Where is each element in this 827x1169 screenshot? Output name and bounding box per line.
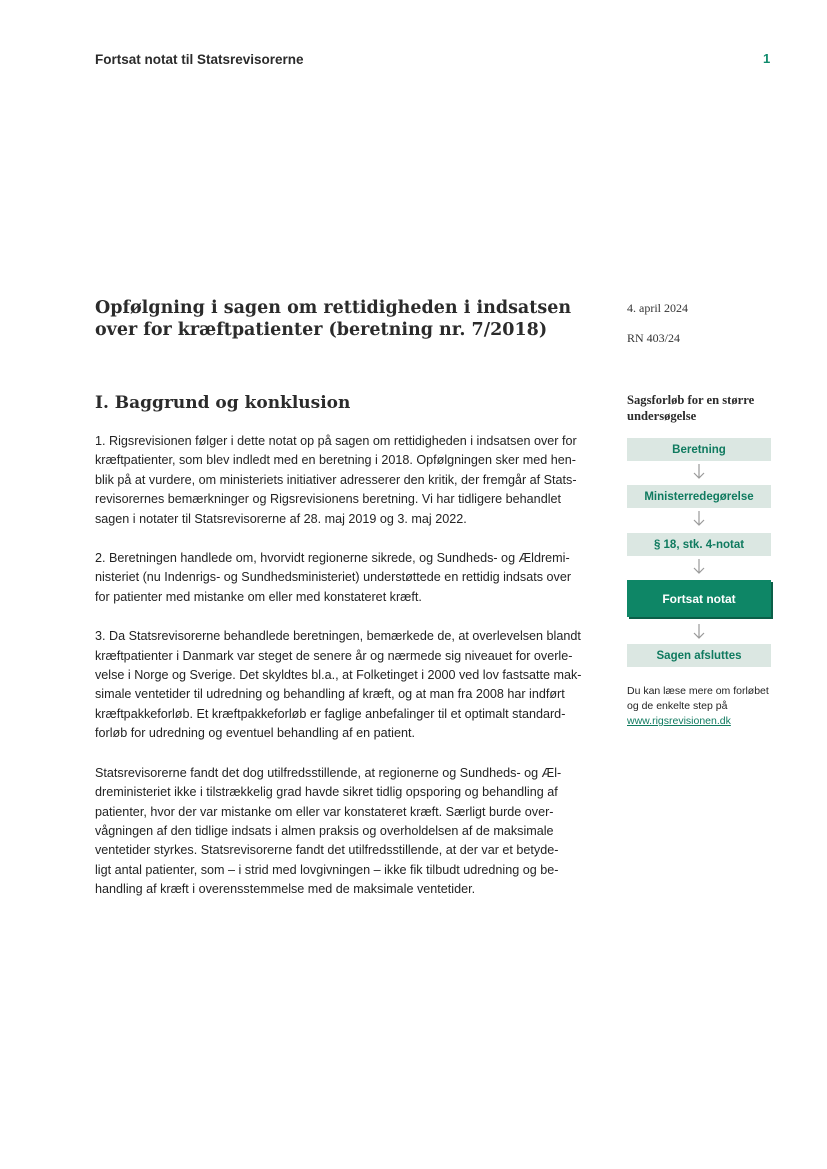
document-date: 4. april 2024	[627, 301, 688, 315]
paragraph-4: Statsrevisorerne fandt det dog utilfredsstillende, at regionerne og Sundheds- og Æl- dreministeriet ikke i tilstrækkelig grad havde sikret tidlig opsporing og behandling af patienter, hvor der var mistanke om eller var konstateret kræft. Særligt burde over- vågningen af den tidlige indsats i almen praksis og overholdelsen af de maksimale ventetider styrkes. Statsrevisorerne fandt det utilfredsstillende, at der var et betyde- ligt antal patienter, som – i strid med lovgivningen – ikke fik tilbudt udredning og be- handling af kræft i overensstemmelse med de maksimale ventetider.	[95, 765, 562, 897]
paragraph-3: 3. Da Statsrevisorerne behandlede beretningen, bemærkede de, at overlevelsen blandt kræftpatienter i Danmark var steget de senere år og nærmede sig niveauet for overle- velse i Norge og Sverige. Det skyldtes bl.a., at Folketinget i 2000 ved lov fastsatte mak- simale ventetider til udredning og behandling af kræft, og at man fra 2008 har indført kræftpakkeforløb. Et kræftpakkeforløb er faglige anbefalinger til et optimalt standard- forløb for udredning og eventuel behandling af en patient.	[95, 629, 582, 741]
step-fortsat-notat: Fortsat notat	[627, 580, 771, 617]
arrow-down-icon	[691, 623, 707, 641]
arrow-down-icon	[691, 463, 707, 481]
case-process-sidebar	[627, 393, 772, 727]
step-ministerredegoerelse: Ministerredegørelse	[627, 485, 771, 508]
sidebar-note	[627, 684, 777, 729]
sidebar-heading: Sagsforløb for en større undersøgelse	[627, 393, 755, 423]
arrow-down-icon	[691, 558, 707, 576]
rigsrevisionen-link[interactable]: www.rigsrevisionen.dk	[627, 715, 731, 727]
step-beretning: Beretning	[627, 438, 771, 461]
body-text	[95, 432, 595, 920]
step-paragraf-18-notat: § 18, stk. 4-notat	[627, 533, 771, 556]
paragraph-2: 2. Beretningen handlede om, hvorvidt regionerne sikrede, og Sundheds- og Ældremi- nisteriet (nu Indenrigs- og Sundhedsministeriet) understøttede en rettidig indsats over for patienter med mistanke om eller med konstateret kræft.	[95, 551, 572, 604]
page-number: 1	[763, 51, 771, 66]
document-title: Opfølgning i sagen om rettidigheden i indsatsen over for kræftpatienter (beretning nr. 7/2018)	[95, 298, 572, 340]
sidebar-note-text: Du kan læse mere om forløbet og de enkelte step på	[627, 685, 769, 712]
arrow-down-icon	[691, 510, 707, 528]
step-sagen-afsluttes: Sagen afsluttes	[627, 644, 771, 667]
running-header-title: Fortsat notat til Statsrevisorerne	[95, 52, 304, 67]
section-heading: I. Baggrund og konklusion	[95, 393, 351, 413]
paragraph-1: 1. Rigsrevisionen følger i dette notat op på sagen om rettidigheden i indsatsen over for kræftpatienter, som blev indledt med en beretning i 2018. Opfølgningen sker med hen- blik på at vurdere, om ministeriets initiativer adresserer den kritik, der fremgår af Stats- revisorernes bemærkninger og Rigsrevisionens beretning. Vi har tidligere behandlet sagen i notater til Statsrevisorerne af 28. maj 2019 og 3. maj 2022.	[95, 434, 577, 526]
document-reference: RN 403/24	[627, 331, 681, 345]
